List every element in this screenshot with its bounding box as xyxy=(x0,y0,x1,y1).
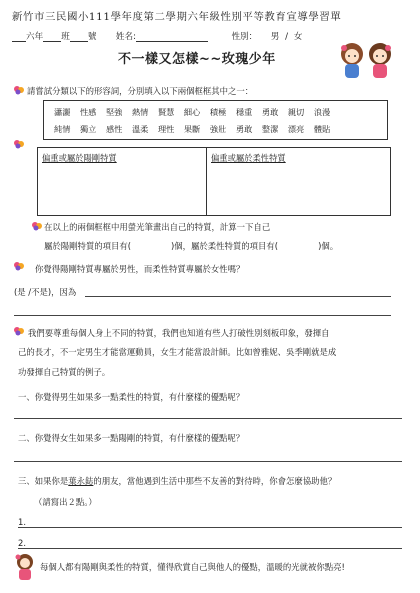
gender-male[interactable]: 男 xyxy=(270,32,280,42)
answer-line[interactable] xyxy=(14,418,402,419)
adjective-word: 漂亮 xyxy=(287,124,305,134)
section1-prompt: 請嘗試分類以下的形容詞，分別填入以下兩個框框其中之一： xyxy=(27,86,254,96)
name-label: 姓名: xyxy=(115,32,136,42)
adjective-word: 瀟灑 xyxy=(54,107,71,117)
question-3-note: （請寫出２點。） xyxy=(34,497,97,507)
adjective-word: 感性 xyxy=(105,124,123,134)
answer-line[interactable] xyxy=(85,296,391,297)
girl-icon xyxy=(12,553,38,581)
main-title: 不一樣又怎樣~~玫瑰少年 xyxy=(118,52,276,67)
flower-icon xyxy=(12,138,26,150)
adjective-word: 勇敢 xyxy=(235,124,253,134)
class-label: 班 xyxy=(61,32,70,42)
count-text-a: 屬於陽剛特質的項目有( xyxy=(44,241,132,251)
flower-icon xyxy=(30,220,44,232)
flower-icon xyxy=(12,84,26,96)
answer-line[interactable] xyxy=(14,315,391,316)
adjective-word: 細心 xyxy=(183,107,201,117)
grade-label: 六年 xyxy=(26,32,44,42)
name-blank[interactable] xyxy=(136,32,208,42)
trait-count-line xyxy=(44,241,338,251)
adjective-word: 性感 xyxy=(79,107,97,117)
adjective-word: 體貼 xyxy=(313,124,331,134)
adjective-word: 獨立 xyxy=(79,124,97,134)
adjective-word: 熱情 xyxy=(131,107,149,117)
adjective-word: 親切 xyxy=(287,107,305,117)
adjective-word: 勇敢 xyxy=(261,107,279,117)
section5-text-line1: 我們要尊重每個人身上不同的特質，我們也知道有些人打破性別刻板印象，發揮自 xyxy=(28,328,330,338)
adjective-word: 整潔 xyxy=(261,124,279,134)
girls-illustration xyxy=(330,40,402,84)
answer-line[interactable] xyxy=(18,527,402,528)
adjective-word: 溫柔 xyxy=(131,124,149,134)
adjective-word: 浪漫 xyxy=(313,107,331,117)
word-row-2 xyxy=(54,124,340,135)
section4-prompt: 你覺得陽剛特質專屬於男性，而柔性特質專屬於女性嗎？ xyxy=(35,264,245,274)
flower-icon xyxy=(12,260,26,272)
word-row-1 xyxy=(54,107,340,118)
question-3 xyxy=(18,476,336,486)
number-label: 號 xyxy=(87,32,97,42)
count-text-b: )個，屬於柔性特質的項目有( xyxy=(171,241,279,251)
adjective-word: 積極 xyxy=(209,107,227,117)
adjective-word: 果斷 xyxy=(183,124,201,134)
trait-classification-table xyxy=(37,147,391,216)
grade-blank[interactable] xyxy=(12,32,26,42)
question-3-text-b: 的朋友，當他遇到生活中那些不友善的對待時，你會怎麼協助他？ xyxy=(93,476,337,486)
flower-icon xyxy=(12,325,26,337)
footer-message: 每個人都有陽剛與柔性的特質，懂得欣賞自己與他人的優點，溫暖的光就被你點亮! xyxy=(40,562,345,572)
gender-label: 性別： xyxy=(231,32,258,42)
question-2: 二、你覺得女生如果多一點陽剛的特質，有什麼樣的優點呢？ xyxy=(18,433,245,443)
adjective-word: 純情 xyxy=(54,124,71,134)
question-3-name: 葉永鋕 xyxy=(68,476,94,486)
count-text-c: )個。 xyxy=(318,241,339,251)
section5-text-line2: 己的長才，不一定男生才能當運動員，女生才能當設計師。比如曾雅妮、吳季剛就是成 xyxy=(18,347,337,357)
adjective-word: 理性 xyxy=(157,124,175,134)
gender-female[interactable]: 女 xyxy=(293,32,303,42)
answer-number-1: 1. xyxy=(18,517,26,527)
gender-slash: / xyxy=(285,32,288,42)
number-blank[interactable] xyxy=(70,32,88,42)
adjective-word: 強壯 xyxy=(209,124,227,134)
answer-line[interactable] xyxy=(18,548,402,549)
student-info-line xyxy=(12,32,302,42)
class-blank[interactable] xyxy=(43,32,61,42)
adjective-word: 穩重 xyxy=(235,107,253,117)
section5-text-line3: 功發揮自己特質的例子。 xyxy=(18,367,111,377)
question-1: 一、你覺得男生如果多一點柔性的特質，有什麼樣的優點呢？ xyxy=(18,392,245,402)
adjective-word: 堅強 xyxy=(105,107,123,117)
answer-line[interactable] xyxy=(14,461,402,462)
answer-number-2: 2. xyxy=(18,538,26,548)
adjective-word: 賢慧 xyxy=(157,107,175,117)
adjective-word-box xyxy=(43,100,388,140)
section3-prompt: 在以上的兩個框框中用螢光筆畫出自己的特質，計算一下自己 xyxy=(44,222,271,232)
worksheet-title: 新竹市三民國小111學年度第二學期六年級性別平等教育宣導學習單 xyxy=(12,11,342,23)
section4-answer-label: (是 /不是)，因為 xyxy=(14,287,77,297)
question-3-text-a: 三、如果你是 xyxy=(18,476,69,486)
feminine-column-header: 偏重或屬於柔性特質 xyxy=(211,153,286,163)
masculine-column-header: 偏重或屬於陽剛特質 xyxy=(42,153,117,163)
